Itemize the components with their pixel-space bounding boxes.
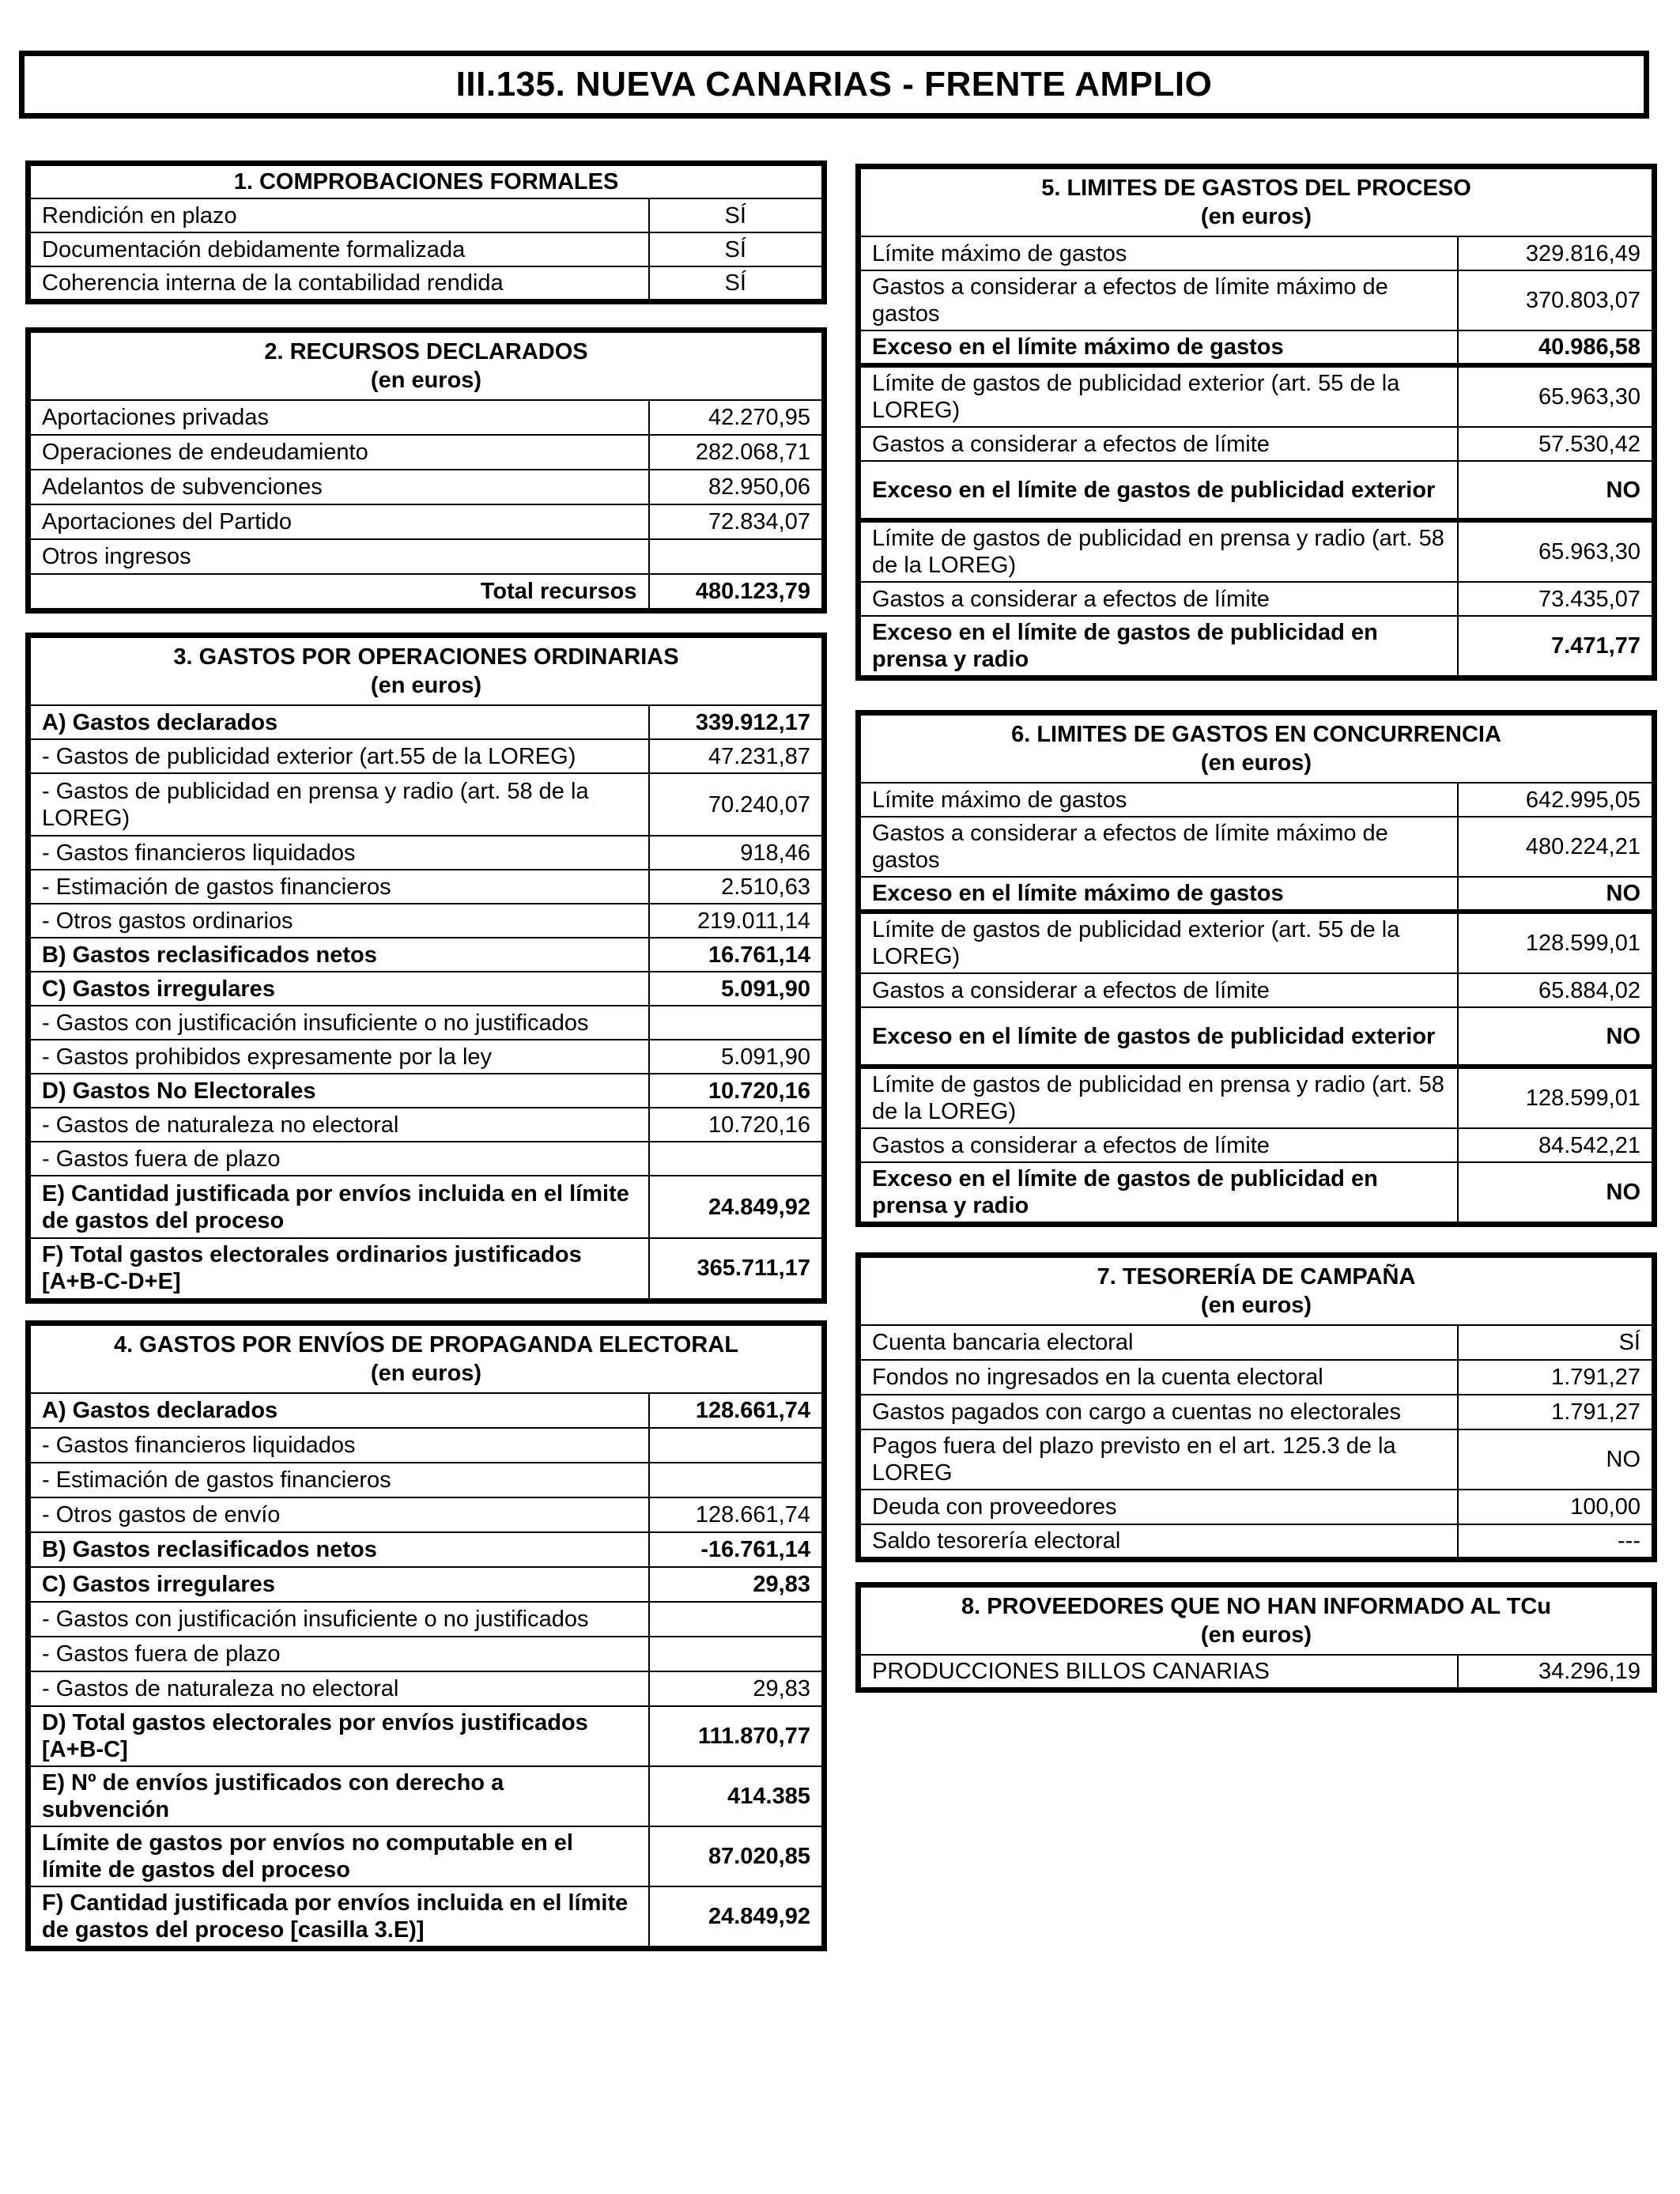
row-value: SÍ [649,198,825,232]
row-label: PRODUCCIONES BILLOS CANARIAS [859,1655,1458,1690]
row-value: 47.231,87 [649,739,825,773]
row-label: Gastos a considerar a efectos de límite [859,973,1458,1007]
row-label: D) Gastos No Electorales [28,1074,649,1108]
section-header [28,636,825,706]
section-header [859,1585,1655,1656]
row-label: Exceso en el límite de gastos de publicidad en prensa y radio [859,616,1458,678]
row-value: 70.240,07 [649,773,825,836]
row-label: Gastos a considerar a efectos de límite [859,582,1458,616]
row-value: NO [1458,461,1655,520]
row-value: 10.720,16 [649,1074,825,1108]
row-label: B) Gastos reclasificados netos [28,938,649,972]
row-label: - Gastos fuera de plazo [28,1142,649,1176]
section-header [859,713,1655,784]
row-value: 24.849,92 [649,1886,825,1949]
document-title: III.135. NUEVA CANARIAS - FRENTE AMPLIO [455,65,1213,104]
row-label: Fondos no ingresados en la cuenta electoral [859,1360,1458,1395]
row-label: Límite de gastos de publicidad exterior (art. 55 de la LOREG) [859,365,1458,427]
row-value: 65.963,30 [1458,365,1655,427]
section-subtitle: (en euros) [1200,1293,1312,1318]
row-label: - Gastos con justificación insuficiente o no justificados [28,1006,649,1040]
row-value: 128.661,74 [649,1497,825,1532]
row-value: --- [1458,1524,1655,1560]
row-value: 365.711,17 [649,1238,825,1301]
row-value [649,1602,825,1637]
row-label: Límite máximo de gastos [859,783,1458,817]
row-label: Exceso en el límite máximo de gastos [859,330,1458,365]
row-label: Límite de gastos de publicidad en prensa y radio (art. 58 de la LOREG) [859,520,1458,582]
row-value: 7.471,77 [1458,616,1655,678]
section-proveedores-no-informados [855,1582,1657,1693]
row-label: C) Gastos irregulares [28,972,649,1006]
row-label: - Estimación de gastos financieros [28,870,649,904]
row-label: Gastos a considerar a efectos de límite [859,1128,1458,1162]
row-value: 73.435,07 [1458,582,1655,616]
row-value: SÍ [649,266,825,302]
row-label: C) Gastos irregulares [28,1567,649,1602]
section-title: 4. GASTOS POR ENVÍOS DE PROPAGANDA ELECTORAL [113,1332,739,1358]
row-label: - Gastos financieros liquidados [28,836,649,870]
row-value: 370.803,07 [1458,270,1655,330]
row-label: Límite de gastos de publicidad exterior (art. 55 de la LOREG) [859,912,1458,973]
row-label: Gastos a considerar a efectos de límite máximo de gastos [859,817,1458,877]
row-value: NO [1458,1007,1655,1067]
section-title: 3. GASTOS POR OPERACIONES ORDINARIAS [173,644,679,670]
row-value: 82.950,06 [649,470,825,504]
row-label: Límite de gastos de publicidad en prensa y radio (art. 58 de la LOREG) [859,1067,1458,1128]
row-label: - Gastos con justificación insuficiente o no justificados [28,1602,649,1637]
section-subtitle: (en euros) [370,1361,482,1386]
row-value: 1.791,27 [1458,1360,1655,1395]
row-value: 111.870,77 [649,1706,825,1766]
row-label: - Otros gastos de envío [28,1497,649,1532]
row-value [649,539,825,574]
section-subtitle: (en euros) [370,673,482,698]
section-title: 7. TESORERÍA DE CAMPAÑA [1097,1264,1416,1290]
row-value: 57.530,42 [1458,427,1655,461]
row-label: Límite máximo de gastos [859,236,1458,270]
row-value: 100,00 [1458,1490,1655,1524]
row-label: - Gastos de publicidad exterior (art.55 de la LOREG) [28,739,649,773]
row-label: Gastos a considerar a efectos de límite [859,427,1458,461]
row-label: Exceso en el límite de gastos de publicidad exterior [859,1007,1458,1067]
row-label: - Gastos de naturaleza no electoral [28,1108,649,1142]
row-label: - Gastos prohibidos expresamente por la ley [28,1040,649,1074]
row-value: 65.884,02 [1458,973,1655,1007]
row-value [649,1428,825,1463]
row-value: 282.068,71 [649,435,825,470]
section-header [859,167,1655,237]
row-value: NO [1458,1162,1655,1225]
row-label: Documentación debidamente formalizada [28,232,649,266]
row-value: 128.661,74 [649,1393,825,1428]
section-limites-gastos-concurrencia [855,710,1657,1227]
section-title: 1. COMPROBACIONES FORMALES [28,164,825,199]
section-header [28,1324,825,1394]
row-label: Exceso en el límite de gastos de publicidad en prensa y radio [859,1162,1458,1225]
row-value: 480.224,21 [1458,817,1655,877]
row-label: Cuenta bancaria electoral [859,1325,1458,1360]
total-label: Total recursos [28,574,649,610]
row-value: 918,46 [649,836,825,870]
row-label: Límite de gastos por envíos no computable en el límite de gastos del proceso [28,1826,649,1886]
section-limites-gastos-proceso [855,164,1657,681]
row-value: 219.011,14 [649,904,825,938]
row-label: E) Nº de envíos justificados con derecho a subvención [28,1766,649,1826]
row-label: - Gastos fuera de plazo [28,1637,649,1671]
row-label: Operaciones de endeudamiento [28,435,649,470]
row-value: 87.020,85 [649,1826,825,1886]
row-value: 29,83 [649,1671,825,1706]
row-value: 414.385 [649,1766,825,1826]
section-title: 2. RECURSOS DECLARADOS [264,339,588,364]
section-title: 6. LIMITES DE GASTOS EN CONCURRENCIA [1011,722,1501,747]
row-value: SÍ [1458,1325,1655,1360]
row-value: 128.599,01 [1458,912,1655,973]
row-label: F) Total gastos electorales ordinarios justificados [A+B-C-D+E] [28,1238,649,1301]
section-gastos-envios [25,1320,827,1951]
row-value: SÍ [649,232,825,266]
row-label: Saldo tesorería electoral [859,1524,1458,1560]
section-recursos-declarados [25,327,827,614]
row-value: 84.542,21 [1458,1128,1655,1162]
row-label: - Gastos de publicidad en prensa y radio (art. 58 de la LOREG) [28,773,649,836]
row-label: Exceso en el límite máximo de gastos [859,877,1458,912]
section-title: 5. LIMITES DE GASTOS DEL PROCESO [1041,176,1471,201]
row-value: 5.091,90 [649,1040,825,1074]
row-value: 42.270,95 [649,400,825,435]
row-value: 329.816,49 [1458,236,1655,270]
row-value: 339.912,17 [649,705,825,739]
row-value: 24.849,92 [649,1176,825,1238]
row-label: - Estimación de gastos financieros [28,1463,649,1497]
row-label: F) Cantidad justificada por envíos incluida en el límite de gastos del proceso [casilla 3.E)] [28,1886,649,1949]
row-label: A) Gastos declarados [28,705,649,739]
section-header [859,1256,1655,1326]
section-header [28,330,825,401]
document-title-box [19,51,1649,119]
row-value: 40.986,58 [1458,330,1655,365]
row-value: 1.791,27 [1458,1395,1655,1429]
row-value: 2.510,63 [649,870,825,904]
section-subtitle: (en euros) [1200,750,1312,776]
row-value: 16.761,14 [649,938,825,972]
row-label: Adelantos de subvenciones [28,470,649,504]
row-value [649,1006,825,1040]
section-subtitle: (en euros) [1200,204,1312,229]
row-value: 5.091,90 [649,972,825,1006]
row-label: B) Gastos reclasificados netos [28,1532,649,1567]
row-label: Otros ingresos [28,539,649,574]
section-subtitle: (en euros) [370,368,482,393]
row-label: Aportaciones privadas [28,400,649,435]
row-label: - Gastos financieros liquidados [28,1428,649,1463]
row-value: 34.296,19 [1458,1655,1655,1690]
section-subtitle: (en euros) [1200,1622,1312,1648]
section-title: 8. PROVEEDORES QUE NO HAN INFORMADO AL TCu [961,1594,1551,1619]
section-tesoreria-campana [855,1252,1657,1562]
row-value [649,1142,825,1176]
row-value [649,1637,825,1671]
section-gastos-ordinarios [25,633,827,1304]
total-value: 480.123,79 [649,574,825,610]
row-value: 10.720,16 [649,1108,825,1142]
row-value: -16.761,14 [649,1532,825,1567]
row-value: 65.963,30 [1458,520,1655,582]
row-value: 29,83 [649,1567,825,1602]
row-value: NO [1458,877,1655,912]
row-label: D) Total gastos electorales por envíos justificados [A+B-C] [28,1706,649,1766]
row-label: - Otros gastos ordinarios [28,904,649,938]
row-value: NO [1458,1429,1655,1490]
row-value: 642.995,05 [1458,783,1655,817]
row-label: Exceso en el límite de gastos de publicidad exterior [859,461,1458,520]
section-comprobaciones-formales [25,160,827,304]
row-label: Deuda con proveedores [859,1490,1458,1524]
row-value: 128.599,01 [1458,1067,1655,1128]
row-label: E) Cantidad justificada por envíos incluida en el límite de gastos del proceso [28,1176,649,1238]
row-label: Gastos a considerar a efectos de límite máximo de gastos [859,270,1458,330]
row-label: Aportaciones del Partido [28,504,649,539]
row-label: - Gastos de naturaleza no electoral [28,1671,649,1706]
row-label: Coherencia interna de la contabilidad rendida [28,266,649,302]
row-label: A) Gastos declarados [28,1393,649,1428]
row-label: Rendición en plazo [28,198,649,232]
row-label: Gastos pagados con cargo a cuentas no electorales [859,1395,1458,1429]
row-label: Pagos fuera del plazo previsto en el art. 125.3 de la LOREG [859,1429,1458,1490]
row-value [649,1463,825,1497]
row-value: 72.834,07 [649,504,825,539]
